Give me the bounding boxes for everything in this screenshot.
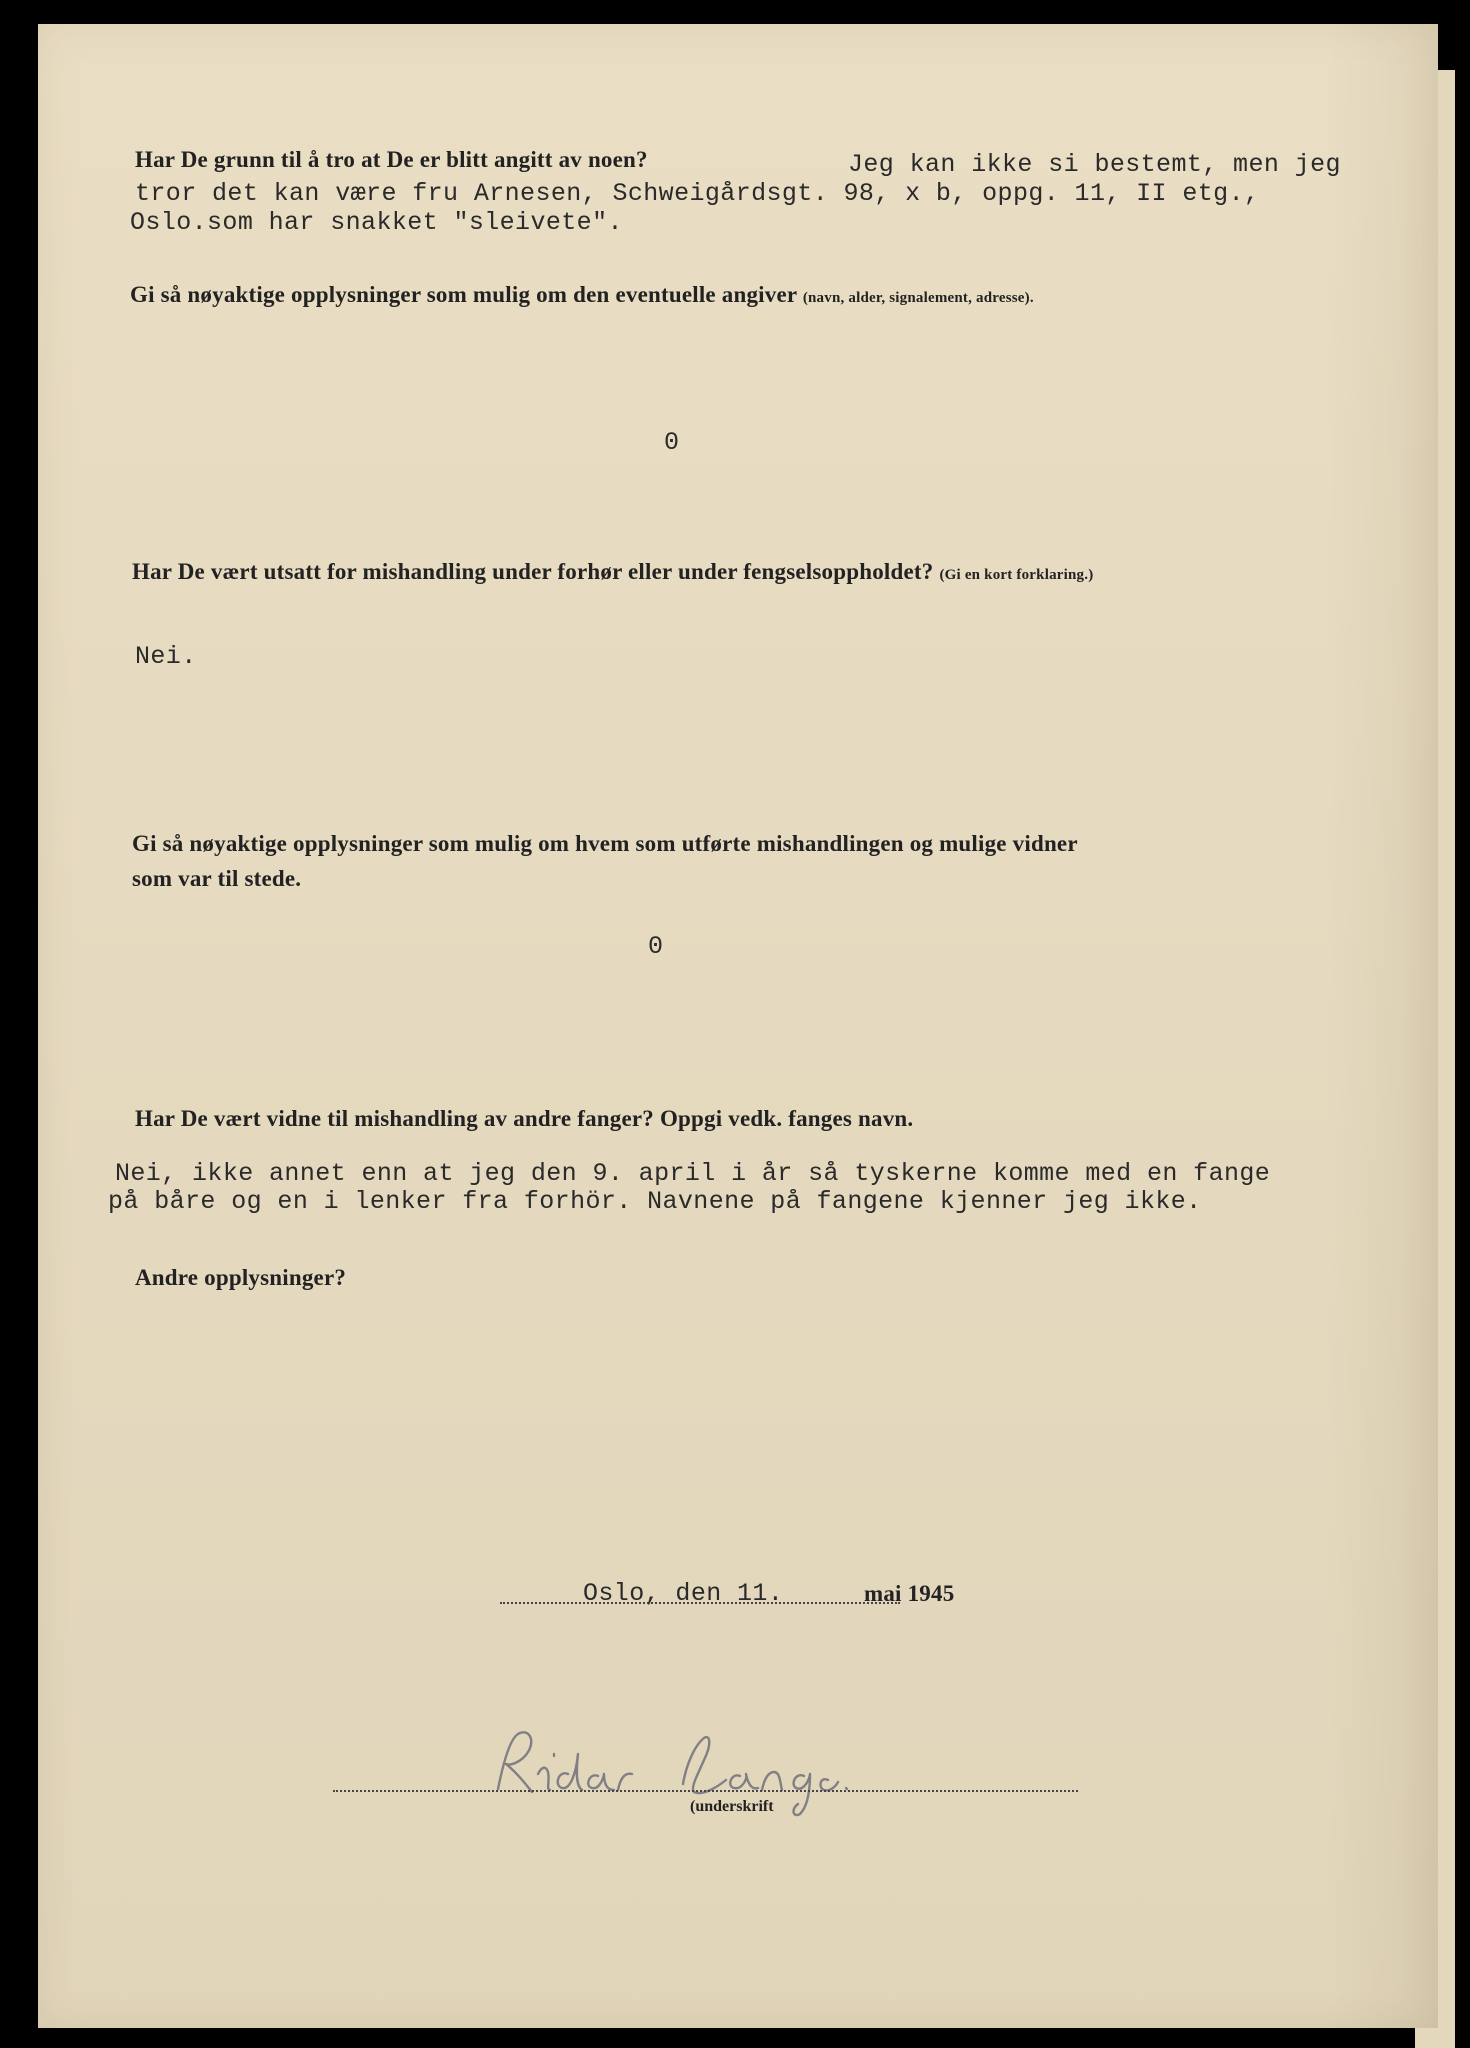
document-page xyxy=(38,24,1438,2028)
question-angiver xyxy=(130,276,1034,317)
answer-vidne-line2: på båre og en i lenker fra forhör. Navnene på fangene kjenner jeg ikke. xyxy=(108,1187,1202,1216)
question-andre: Andre opplysninger? xyxy=(135,1265,347,1290)
question-mishandling-text: Har De vært utsatt for mishandling under forhør eller under fengselsoppholdet? xyxy=(132,559,934,584)
signature-dotted-line xyxy=(333,1790,1078,1792)
answer-utforte: 0 xyxy=(648,932,664,961)
answer-angitt-line3: Oslo.som har snakket "sleivete". xyxy=(130,208,623,237)
question-mishandling xyxy=(132,553,1093,594)
answer-angitt-line1: Jeg kan ikke si bestemt, men jeg xyxy=(848,150,1341,179)
answer-mishandling: Nei. xyxy=(135,642,197,671)
question-angiver-text: Gi så nøyaktige opplysninger som mulig om den eventuelle angiver xyxy=(130,282,797,307)
question-vidne: Har De vært vidne til mishandling av andre fanger? Oppgi vedk. fanges navn. xyxy=(135,1106,914,1131)
answer-vidne-line1: Nei, ikke annet enn at jeg den 9. april i år så tyskerne komme med en fange xyxy=(115,1159,1271,1188)
signature-label: (underskrift xyxy=(690,1798,774,1815)
question-utforte-line1: Gi så nøyaktige opplysninger som mulig om hvem som utførte mishandlingen og mulige vidner xyxy=(132,831,1078,856)
answer-angitt-line2: tror det kan være fru Arnesen, Schweigårdsgt. 98, x b, oppg. 11, II etg., xyxy=(135,179,1260,208)
place-date: Oslo, den 11. xyxy=(583,1579,784,1608)
answer-angiver: 0 xyxy=(664,428,680,457)
question-utforte-line2: som var til stede. xyxy=(132,866,302,891)
month-year: mai 1945 xyxy=(864,1581,955,1606)
question-mishandling-note: (Gi en kort forklaring.) xyxy=(939,567,1094,583)
question-angitt: Har De grunn til å tro at De er blitt angitt av noen? xyxy=(135,147,648,172)
question-angiver-note: (navn, alder, signalement, adresse). xyxy=(802,290,1034,306)
